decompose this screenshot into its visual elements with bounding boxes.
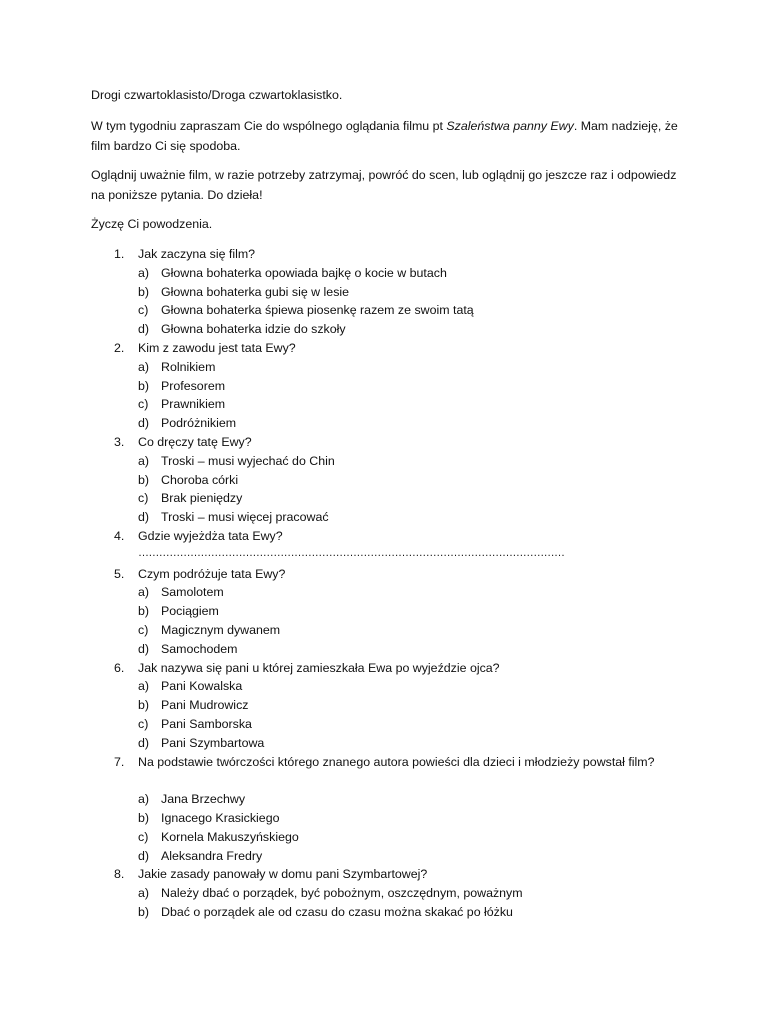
answer-option — [0, 640, 768, 659]
option-letter: c) — [138, 397, 149, 412]
answer-option — [0, 621, 768, 640]
question-number: 2. — [114, 340, 125, 355]
question-5 — [0, 565, 768, 659]
option-letter: d) — [138, 416, 150, 431]
question-line — [0, 433, 768, 452]
instructions-paragraph: Oglądnij uważnie film, w razie potrzeby zatrzymaj, powróć do scen, lub oglądnij go jeszcze raz i odpowiedz na poniższe pytania. Do dzieła! — [91, 168, 677, 202]
option-letter: b) — [138, 378, 150, 393]
answer-blank-dots: …………………………………………………………………………………………………………… — [138, 546, 565, 559]
question-line — [0, 565, 768, 584]
intro-paragraph — [91, 116, 691, 156]
option-letter: a) — [138, 453, 150, 468]
option-text: Aleksandra Fredry — [161, 848, 263, 863]
answer-option — [0, 847, 768, 866]
question-line — [0, 753, 768, 791]
question-text: Co dręczy tatę Ewy? — [138, 434, 252, 449]
question-number: 3. — [114, 434, 125, 449]
answer-option — [0, 828, 768, 847]
question-7 — [0, 753, 768, 866]
option-text: Pani Kowalska — [161, 679, 243, 694]
question-6 — [0, 659, 768, 753]
option-text: Jana Brzechwy — [161, 792, 246, 807]
answer-blank-line — [0, 546, 768, 565]
option-letter: a) — [138, 792, 150, 807]
answer-option — [0, 602, 768, 621]
answer-option — [0, 358, 768, 377]
answer-option — [0, 320, 768, 339]
option-text: Profesorem — [161, 378, 226, 393]
option-text: Głowna bohaterka gubi się w lesie — [161, 284, 350, 299]
option-letter: b) — [138, 284, 150, 299]
option-text: Dbać o porządek ale od czasu do czasu można skakać po łóżku — [161, 904, 513, 919]
option-text: Pani Samborska — [161, 716, 252, 731]
option-text: Głowna bohaterka śpiewa piosenkę razem ze swoim tatą — [161, 303, 474, 318]
option-letter: b) — [138, 904, 150, 919]
option-letter: c) — [138, 716, 149, 731]
answer-option — [0, 696, 768, 715]
option-text: Troski – musi więcej pracować — [161, 510, 329, 525]
question-number: 7. — [114, 754, 125, 769]
answer-option — [0, 471, 768, 490]
option-letter: b) — [138, 604, 150, 619]
option-text: Głowna bohaterka opowiada bajkę o kocie w butach — [161, 265, 447, 280]
option-letter: c) — [138, 491, 149, 506]
option-letter: b) — [138, 810, 150, 825]
question-3 — [0, 433, 768, 527]
option-letter: d) — [138, 848, 150, 863]
answer-option — [0, 583, 768, 602]
question-list — [0, 245, 768, 922]
option-letter: a) — [138, 886, 150, 901]
wish-paragraph: Życzę Ci powodzenia. — [91, 217, 213, 231]
option-letter: c) — [138, 303, 149, 318]
answer-option — [0, 790, 768, 809]
option-letter: d) — [138, 510, 150, 525]
film-title: Szaleństwa panny Ewy — [446, 119, 574, 133]
question-2 — [0, 339, 768, 433]
question-text: Jak nazywa się pani u której zamieszkała Ewa po wyjeździe ojca? — [138, 660, 500, 675]
question-line — [0, 865, 768, 884]
option-letter: a) — [138, 679, 150, 694]
option-letter: b) — [138, 472, 150, 487]
question-number: 8. — [114, 867, 125, 882]
question-line — [0, 659, 768, 678]
question-line — [0, 339, 768, 358]
option-text: Głowna bohaterka idzie do szkoły — [161, 322, 346, 337]
answer-option — [0, 452, 768, 471]
question-line — [0, 527, 768, 546]
option-letter: a) — [138, 585, 150, 600]
question-1 — [0, 245, 768, 339]
option-text: Samolotem — [161, 585, 224, 600]
answer-option — [0, 414, 768, 433]
option-text: Choroba córki — [161, 472, 239, 487]
question-4 — [0, 527, 768, 565]
greeting: Drogi czwartoklasisto/Droga czwartoklasistko. — [91, 88, 343, 102]
option-text: Należy dbać o porządek, być pobożnym, oszczędnym, poważnym — [161, 886, 523, 901]
question-line — [0, 245, 768, 264]
answer-option — [0, 264, 768, 283]
question-text: Kim z zawodu jest tata Ewy? — [138, 340, 296, 355]
answer-option — [0, 377, 768, 396]
option-letter: d) — [138, 641, 150, 656]
option-letter: a) — [138, 359, 150, 374]
answer-option — [0, 734, 768, 753]
option-text: Pani Mudrowicz — [161, 698, 249, 713]
answer-option — [0, 903, 768, 922]
question-number: 6. — [114, 660, 125, 675]
answer-option — [0, 489, 768, 508]
question-number: 4. — [114, 528, 125, 543]
option-text: Kornela Makuszyńskiego — [161, 829, 299, 844]
question-number: 1. — [114, 247, 125, 261]
option-text: Brak pieniędzy — [161, 491, 243, 506]
option-letter: a) — [138, 265, 150, 280]
option-letter: c) — [138, 829, 149, 844]
option-text: Magicznym dywanem — [161, 622, 281, 637]
option-text: Prawnikiem — [161, 397, 226, 412]
answer-option — [0, 809, 768, 828]
answer-option — [0, 508, 768, 527]
option-text: Samochodem — [161, 641, 238, 656]
option-letter: d) — [138, 322, 150, 337]
answer-option — [0, 884, 768, 903]
question-text: Na podstawie twórczości którego znanego autora powieści dla dzieci i młodzieży powstał film? — [138, 754, 655, 769]
option-text: Podróżnikiem — [161, 416, 237, 431]
question-text: Czym podróżuje tata Ewy? — [138, 566, 286, 581]
intro-text-after: . Mam nadzieję, że film bardzo Ci się spodoba. — [91, 119, 678, 153]
option-text: Rolnikiem — [161, 359, 216, 374]
option-text: Pociągiem — [161, 604, 219, 619]
question-number: 5. — [114, 566, 125, 581]
question-text: Gdzie wyjeżdża tata Ewy? — [138, 528, 283, 543]
question-8 — [0, 865, 768, 921]
answer-option — [0, 301, 768, 320]
option-text: Ignacego Krasickiego — [161, 810, 280, 825]
intro-text-before: W tym tygodniu zapraszam Cie do wspólnego oglądania filmu pt — [91, 119, 447, 133]
option-letter: d) — [138, 735, 150, 750]
option-letter: c) — [138, 622, 149, 637]
question-text: Jakie zasady panowały w domu pani Szymbartowej? — [138, 867, 428, 882]
answer-option — [0, 395, 768, 414]
answer-option — [0, 677, 768, 696]
option-letter: b) — [138, 698, 150, 713]
answer-option — [0, 283, 768, 302]
answer-option — [0, 715, 768, 734]
option-text: Pani Szymbartowa — [161, 735, 265, 750]
question-text: Jak zaczyna się film? — [138, 247, 256, 261]
option-text: Troski – musi wyjechać do Chin — [161, 453, 335, 468]
